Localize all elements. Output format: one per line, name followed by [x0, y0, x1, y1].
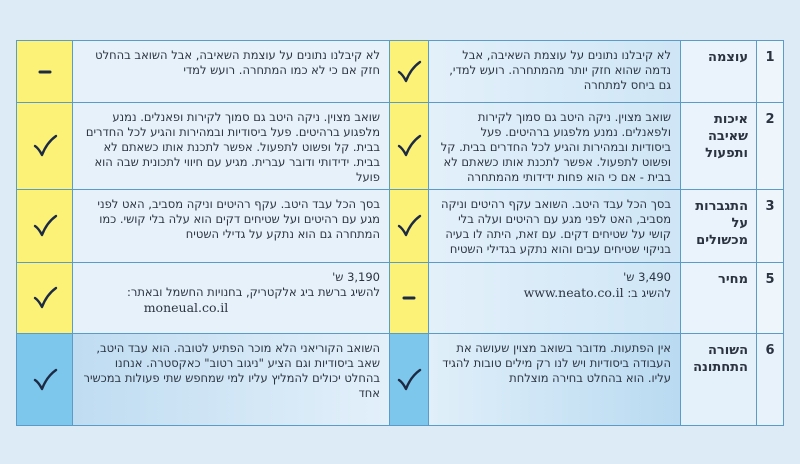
product-a-text: לא קיבלנו נתונים על עוצמת השאיבה, אבל נדמה שהוא חזק יותר מהמתחרה. רועש למדי, גם ביחס למתחרה [428, 41, 680, 102]
row-number: 6 [756, 334, 783, 425]
comparison-table [16, 40, 784, 426]
product-b-text: בסך הכל עבד היטב. עקף רהיטים וניקה מסביב, האט לפני מגע עם רהיטים ועל שטיחים דקים הוא עלה בלי קושי. כמו המתחרה גם הוא נתקע על גדילי השטיח [72, 190, 389, 262]
product-b-price-cell [72, 263, 389, 333]
row-number: 5 [756, 263, 783, 333]
product-a-price: 3,490 ש' [623, 270, 671, 284]
dash-icon [32, 59, 58, 85]
table-row [17, 41, 783, 103]
check-icon [396, 59, 422, 85]
check-icon [32, 285, 58, 311]
check-icon [396, 367, 422, 393]
product-b-mark-cell [17, 334, 72, 425]
product-b-price: 3,190 ש' [332, 270, 380, 284]
dash-icon [396, 285, 422, 311]
product-b-text: לא קיבלנו נתונים על עוצמת השאיבה, אבל השואב בהחלט חזק אם כי לא כמו המתחרה. רועש למדי [72, 41, 389, 102]
row-label: התגברות על מכשולים [680, 190, 756, 262]
product-b-mark-cell [17, 190, 72, 262]
check-icon [32, 213, 58, 239]
check-icon [32, 367, 58, 393]
product-b-text: שואב מצוין. ניקה היטב גם סמוך לקירות ופאנלים. נמנע מלפגוע ברהיטים. פעל ביסודיות ובמהירות והגיע לכל החדרים בבית. קל ופשוט לתפעול. אפשר לתכנת אותו כשאתם לא בבית. ידידותי ודובר עברית. מגיע עם חיווי לתכונית שבה הוא פועל [72, 103, 389, 189]
product-a-mark-cell [389, 334, 428, 425]
product-b-mark-cell [17, 103, 72, 189]
table-row [17, 334, 783, 425]
row-number: 3 [756, 190, 783, 262]
product-b-url[interactable]: moneual.co.il [143, 300, 229, 315]
product-b-mark-cell [17, 41, 72, 102]
row-label: מחיר [680, 263, 756, 333]
product-a-mark-cell [389, 41, 428, 102]
table-row [17, 263, 783, 334]
product-b-where: להשיג ברשת ביג אלקטריק, בחנויות החשמל ובאתר: [126, 285, 380, 299]
row-label: השורה התחתונה [680, 334, 756, 425]
product-a-mark-cell [389, 103, 428, 189]
product-a-url[interactable]: www.neato.co.il [523, 285, 624, 300]
product-a-text: שואב מצוין. ניקה היטב גם סמוך לקירות ולפאנלים. נמנע מלפגוע ברהיטים. פעל ביסודיות ובמהירות והגיע לכל החדרים בבית. קל ופשוט לתפעול. אפשר לתכנת אותו כשאתם לא בבית - אם כי הוא פחות ידידותי מהמתחרה [428, 103, 680, 189]
row-label: עוצמה [680, 41, 756, 102]
product-a-text: אין הפתעות. מדובר בשואב מצוין שעושה את העבודה ביסודיות ויש לנו רק מילים טובות להגיד עליו. הוא בהחלט בחירה מוצלחת [428, 334, 680, 425]
row-number: 1 [756, 41, 783, 102]
product-a-text: בסך הכל עבד היטב. השואב עקף רהיטים וניקה מסביב, האט לפני מגע עם רהיטים ועלה בלי קושי על שטיחים דקים. עם זאת, היתה לו בעיה בניקוי שטיחים עבים והוא נתקע בגדילי השטיח [428, 190, 680, 262]
product-b-mark-cell [17, 263, 72, 333]
check-icon [32, 133, 58, 159]
table-row [17, 190, 783, 263]
table-row [17, 103, 783, 190]
product-b-text: השואב הקוריאני הלא מוכר הפתיע לטובה. הוא עבד היטב, שאב ביסודיות וגם הציע "ניגוב רטוב" כאקסטרה. אנחנו בהחלט יכולים להמליץ עליו למי שמחפש שתי פעולות במכשיר אחד [72, 334, 389, 425]
product-a-mark-cell [389, 190, 428, 262]
row-number: 2 [756, 103, 783, 189]
check-icon [396, 133, 422, 159]
check-icon [396, 213, 422, 239]
product-a-price-cell [428, 263, 680, 333]
row-label: איכות שאיבה ותפעול [680, 103, 756, 189]
product-a-mark-cell [389, 263, 428, 333]
product-a-where: להשיג ב: [627, 286, 671, 300]
